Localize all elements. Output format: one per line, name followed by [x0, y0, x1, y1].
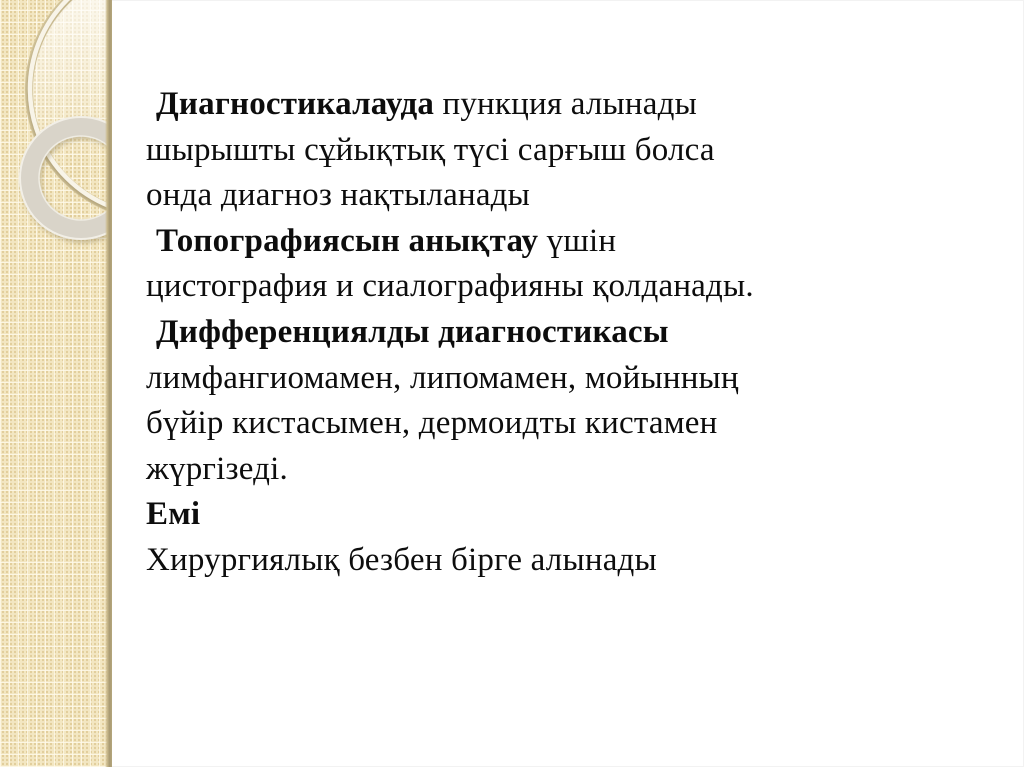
text-line-2: [146, 128, 886, 174]
bold-text-segment: Диагностикалауда: [156, 86, 435, 122]
text-line-11: [146, 538, 886, 584]
text-segment: онда диагноз нақтыланады: [146, 177, 531, 214]
text-line-4: [146, 219, 886, 265]
sidebar-edge-shadow: [105, 0, 112, 767]
text-segment: Хирургиялық безбен бірге алынады: [146, 541, 657, 578]
text-segment: лимфангиомамен, липомамен, мойынның: [146, 359, 739, 396]
bold-text-segment: Дифференциялды диагностикасы: [156, 313, 669, 350]
text-segment: пункция алынады: [434, 86, 697, 122]
text-segment: үшін: [538, 222, 617, 259]
decorative-sidebar: [0, 0, 112, 767]
text-line-8: [146, 401, 886, 447]
text-line-9: [146, 447, 886, 493]
text-line-3: [146, 173, 886, 219]
bold-text-segment: Емі: [146, 496, 201, 533]
text-segment: жүргізеді.: [146, 450, 288, 487]
slide-body-text: [146, 82, 886, 584]
decorative-circles-graphic: [0, 0, 112, 767]
text-segment: цистография и сиалографияны қолданады.: [146, 268, 754, 305]
text-segment: шырышты сұйықтық түсі сарғыш болса: [146, 131, 715, 168]
cream-circle-icon: [29, 0, 112, 216]
text-line-10: [146, 492, 886, 538]
text-line-1: [146, 82, 886, 128]
text-line-7: [146, 356, 886, 402]
text-line-5: [146, 264, 886, 310]
text-segment: бүйір кистасымен, дермоидты кистамен: [146, 405, 718, 442]
text-line-6: [146, 310, 886, 356]
bold-text-segment: Топографиясын анықтау: [156, 222, 539, 259]
